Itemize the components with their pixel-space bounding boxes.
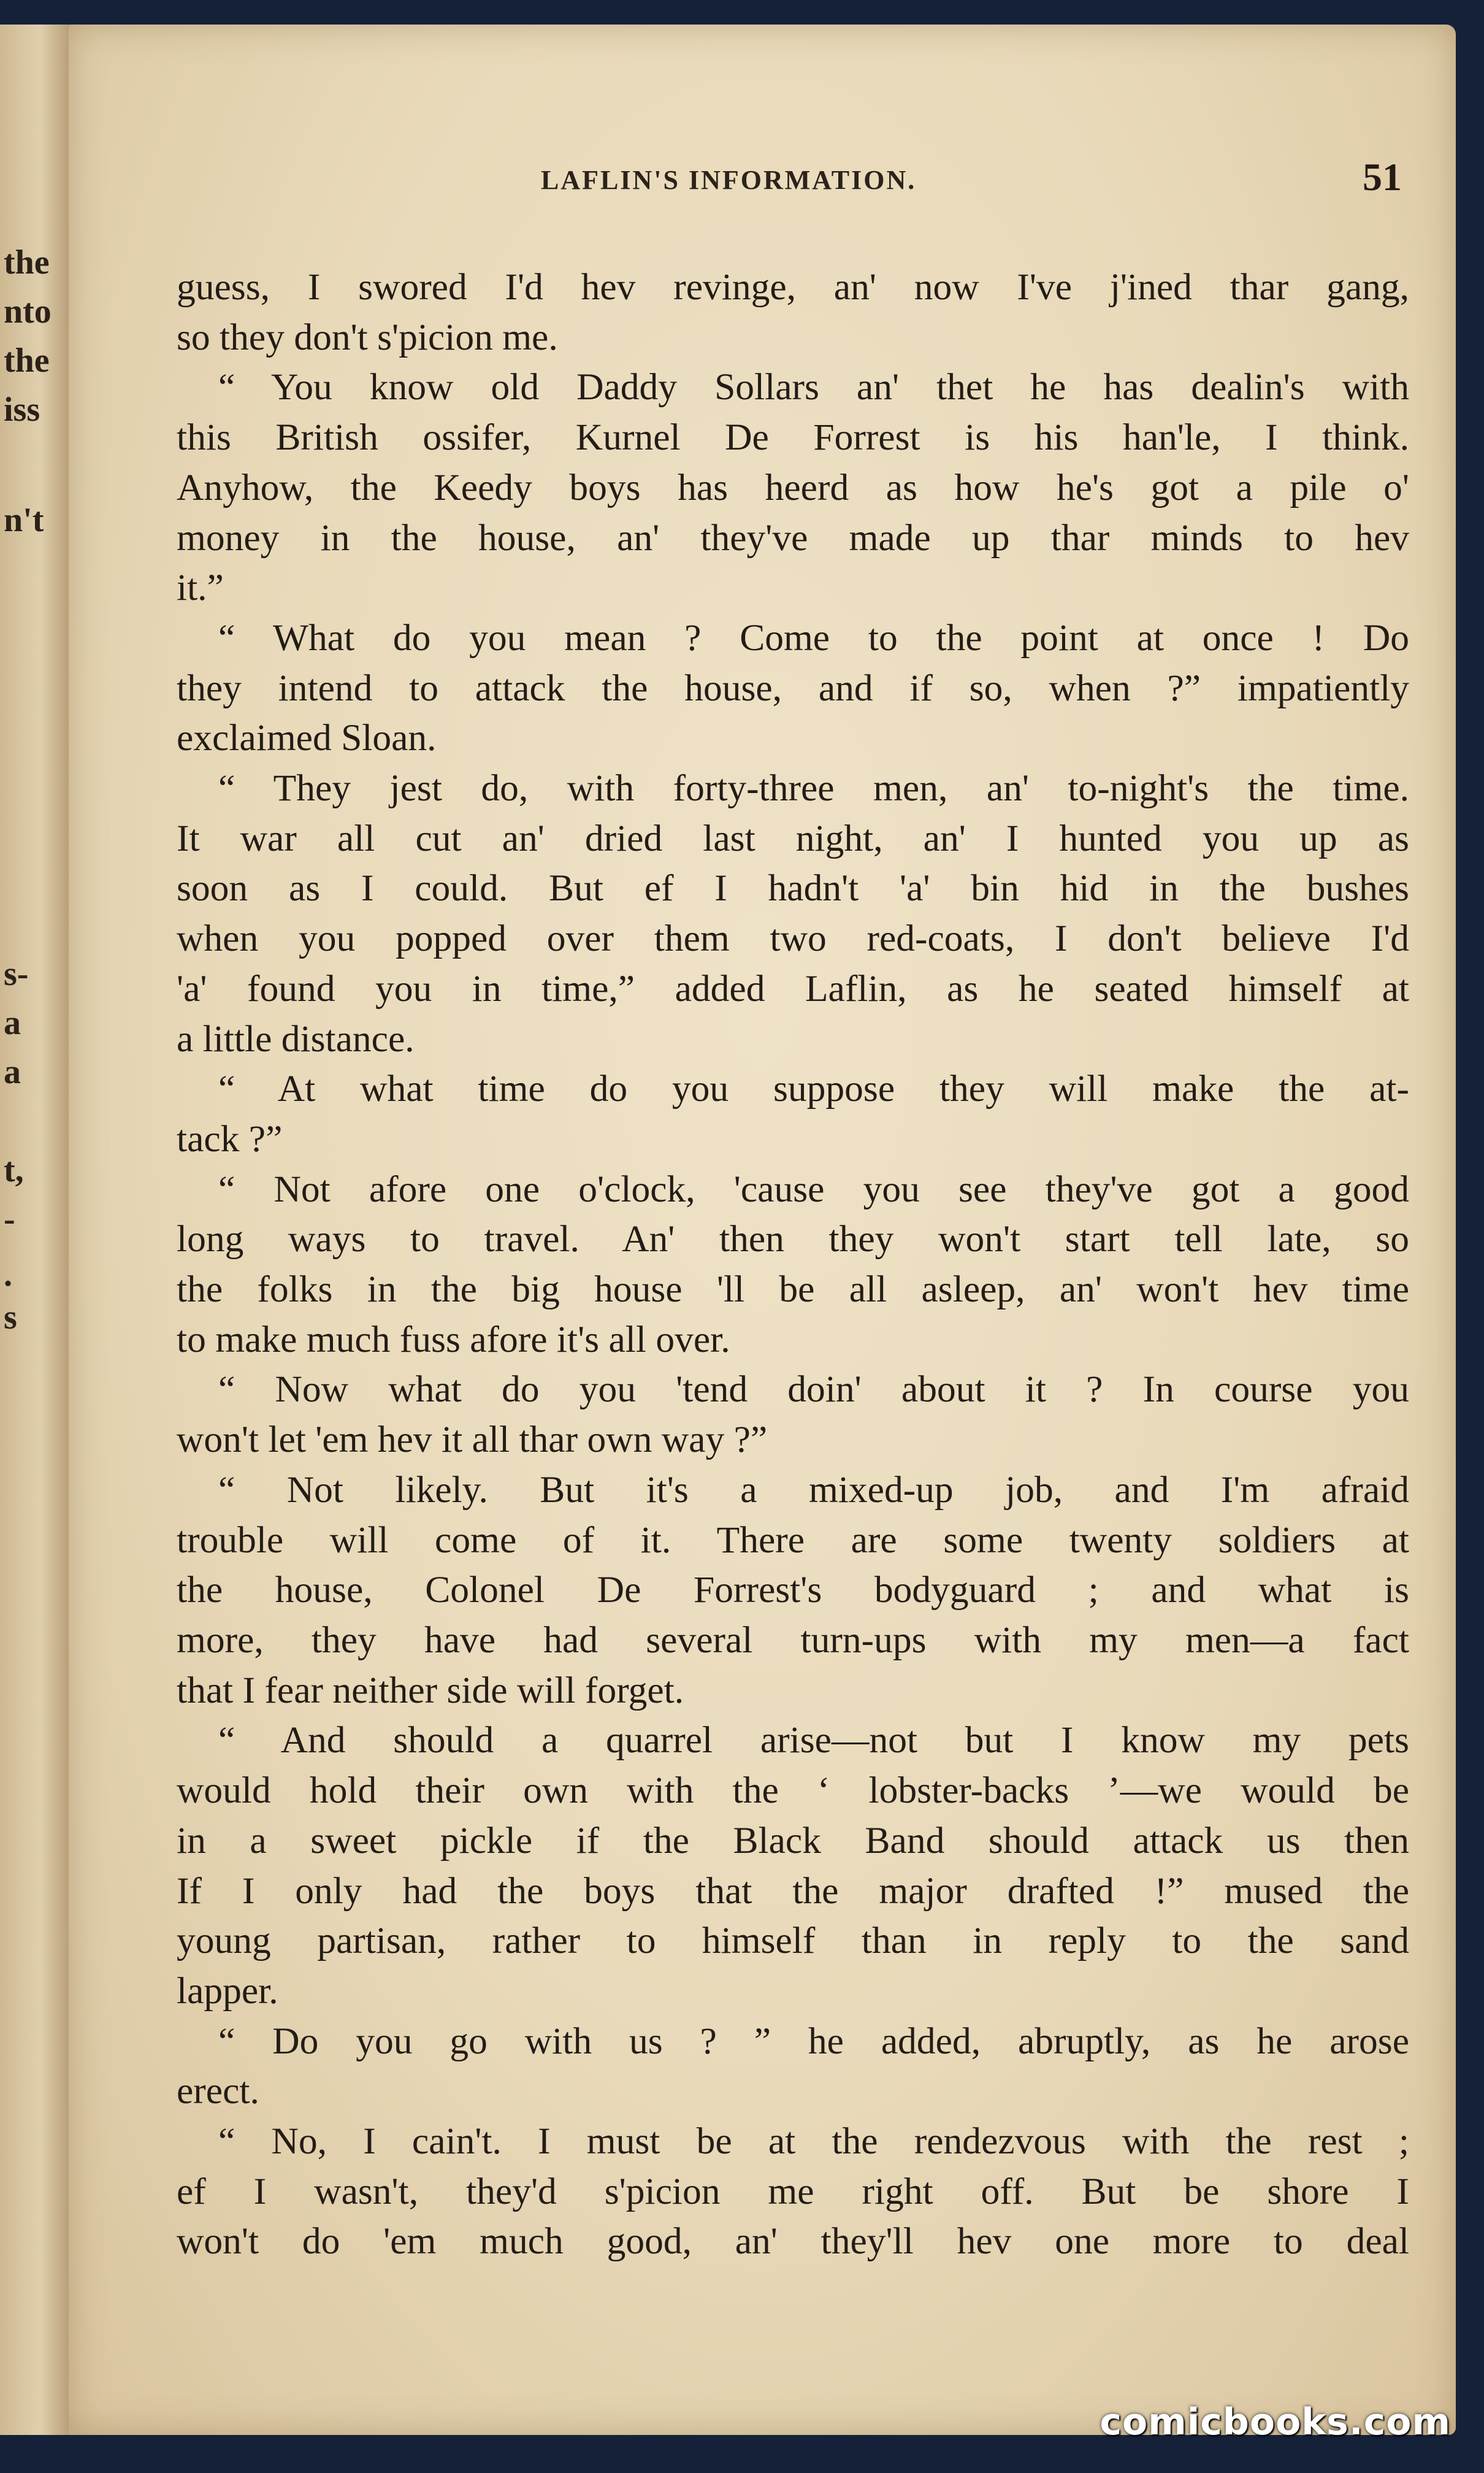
text-line: It war all cut an' dried last night, an' I hunted you up as — [177, 817, 1409, 859]
text-line: won't let 'em hev it all thar own way ?” — [177, 1419, 768, 1461]
facing-page-fragment: . — [4, 1256, 12, 1294]
text-line: this British ossifer, Kurnel De Forrest is his han'le, I think. — [177, 416, 1409, 459]
text-line: If I only had the boys that the major drafted !” mused the — [177, 1869, 1409, 1912]
text-line: “ At what time do you suppose they will make the at- — [218, 1068, 1409, 1110]
text-line: won't do 'em much good, an' they'll hev one more to deal — [177, 2220, 1409, 2263]
text-line: “ And should a quarrel arise—not but I know my pets — [218, 1719, 1409, 1762]
text-line: the folks in the big house 'll be all asleep, an' won't hev time — [177, 1268, 1409, 1311]
text-line: tack ?” — [177, 1118, 283, 1160]
text-line: ef I wasn't, they'd s'picion me right off. But be shore I — [177, 2170, 1409, 2212]
text-line: Anyhow, the Keedy boys has heerd as how he's got a pile o' — [177, 466, 1409, 508]
facing-page-edge — [0, 25, 75, 2435]
text-line: erect. — [177, 2070, 259, 2112]
text-line: in a sweet pickle if the Black Band should attack us then — [177, 1819, 1409, 1861]
text-line: guess, I swored I'd hev revinge, an' now I've j'ined thar gang, — [177, 266, 1409, 308]
text-line: would hold their own with the ‘ lobster-backs ’—we would be — [177, 1769, 1409, 1812]
body-text — [177, 263, 1409, 2267]
text-line: “ What do you mean ? Come to the point at once ! Do — [218, 616, 1409, 659]
text-line: more, they have had several turn-ups with my men—a fact — [177, 1619, 1409, 1661]
text-line: lapper. — [177, 1969, 278, 2012]
text-line: the house, Colonel De Forrest's bodyguard ; and what is — [177, 1569, 1409, 1611]
facing-page-fragment: iss — [4, 391, 40, 429]
text-line: when you popped over them two red-coats, I don't believe I'd — [177, 918, 1409, 960]
facing-page-fragment: a — [4, 1004, 21, 1042]
facing-page-fragment: t, — [4, 1151, 24, 1189]
text-line: trouble will come of it. There are some twenty soldiers at — [177, 1519, 1409, 1561]
book-page — [69, 25, 1456, 2435]
text-line: they intend to attack the house, and if so, when ?” impatiently — [177, 667, 1409, 709]
facing-page-fragment: a — [4, 1053, 21, 1091]
facing-page-fragment: the — [4, 243, 50, 282]
text-line: “ No, I cain't. I must be at the rendezvous with the rest ; — [218, 2120, 1409, 2163]
text-line: “ Not afore one o'clock, 'cause you see they've got a good — [218, 1168, 1409, 1210]
page-number: 51 — [1363, 155, 1402, 199]
text-line: 'a' found you in time,” added Laflin, as he seated himself at — [177, 967, 1409, 1010]
text-line: “ They jest do, with forty-three men, an' to-night's the time. — [218, 767, 1409, 810]
facing-page-fragment: n't — [4, 501, 44, 539]
facing-page-fragment: s — [4, 1298, 17, 1336]
text-line: that I fear neither side will forget. — [177, 1669, 684, 1711]
site-watermark: comicbooks.com — [1100, 2401, 1451, 2444]
text-line: “ Now what do you 'tend doin' about it ? In course you — [218, 1368, 1409, 1411]
text-line: to make much fuss afore it's all over. — [177, 1318, 730, 1360]
facing-page-fragment: s- — [4, 955, 29, 993]
facing-page-fragment: - — [4, 1200, 15, 1238]
text-line: exclaimed Sloan. — [177, 717, 437, 759]
text-line: “ Do you go with us ? ” he added, abruptly, as he arose — [218, 2020, 1409, 2062]
text-line: a little distance. — [177, 1018, 415, 1060]
text-line: “ Not likely. But it's a mixed-up job, and I'm afraid — [218, 1468, 1409, 1511]
running-title: LAFLIN'S INFORMATION. — [541, 165, 917, 195]
text-line: money in the house, an' they've made up thar minds to hev — [177, 516, 1409, 559]
text-line: young partisan, rather to himself than in reply to the sand — [177, 1920, 1409, 1962]
text-line: “ You know old Daddy Sollars an' thet he has dealin's with — [218, 366, 1409, 408]
facing-page-fragment: the — [4, 342, 50, 380]
text-line: so they don't s'picion me. — [177, 316, 558, 358]
text-line: it.” — [177, 567, 224, 609]
text-line: soon as I could. But ef I hadn't 'a' bin hid in the bushes — [177, 867, 1409, 910]
text-line: long ways to travel. An' then they won't start tell late, so — [177, 1218, 1409, 1260]
facing-page-fragment: nto — [4, 293, 52, 331]
